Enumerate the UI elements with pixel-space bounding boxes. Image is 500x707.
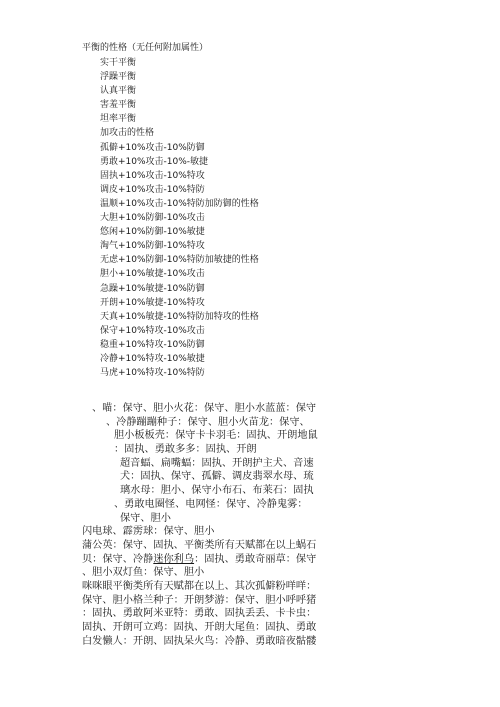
list-item: 认真平衡 (100, 86, 137, 97)
text-line: 白发懒人：开朗、固执呆火鸟：冷静、勇敢暗夜骷髅 (82, 635, 317, 647)
text-segment: ：固执、勇敢奇丽草：保守 (194, 553, 317, 565)
list-item: 马虎+10%特攻-10%特防 (100, 368, 205, 379)
text-line: 犬：固执、保守、孤僻、调皮翡翠水母、琉 (120, 471, 314, 483)
list-item: 保守+10%特攻-10%攻击 (100, 325, 205, 336)
text-line: 、勇敢电圈怪、电网怪：保守、冷静鬼雾： (114, 498, 308, 510)
list-item: 加攻击的性格 (100, 128, 155, 139)
list-item: 孤僻+10%攻击-10%防御 (100, 142, 205, 153)
list-item: 害羞平衡 (100, 100, 137, 111)
underlined-link[interactable]: 迷你利乌 (153, 553, 195, 565)
list-item: 开朗+10%敏捷-10%特攻 (100, 297, 205, 308)
list-item: 胆小+10%敏捷-10%攻击 (100, 269, 205, 280)
text-line: 、喵：保守、胆小火花：保守、胆小水蓝蓝：保守 (92, 403, 317, 414)
text-line: 保守、胆小 (120, 512, 171, 524)
text-line: 、胆小双灯鱼：保守、胆小 (82, 567, 205, 579)
text-segment: 贝：保守、冷静 (82, 553, 154, 565)
list-item: 急躁+10%敏捷-10%防御 (100, 283, 205, 294)
section-heading-balanced: 平衡的性格（无任何附加属性） (82, 43, 209, 53)
text-line: 、冷静蹦蹦种子：保守、胆小火苗龙：保守、 (106, 416, 310, 428)
list-item: 调皮+10%攻击-10%特防 (100, 184, 205, 195)
text-line: 咪咪眼平衡类所有天赋都在以上、其次孤僻粉咩咩： (82, 580, 317, 592)
text-line: 闪电球、霹雳球：保守、胆小 (82, 526, 215, 538)
text-line: 固执、开朗可立鸡：固执、开朗大尾鱼：固执、勇敢 (82, 622, 317, 633)
pet-nature-paragraph (82, 402, 342, 648)
list-item: 坦率平衡 (100, 114, 137, 125)
text-line (82, 553, 342, 567)
list-item: 稳重+10%特攻-10%防御 (100, 339, 205, 350)
text-line: 保守、胆小格兰种子：开朗梦游：保守、胆小呼呼猪 (82, 594, 317, 606)
list-item: 温顺+10%攻击-10%特防加防御的性格 (100, 198, 259, 209)
list-item: 无虑+10%防御-10%特防加敏捷的性格 (100, 255, 259, 266)
list-item: 勇敢+10%攻击-10%-敏捷 (100, 156, 209, 167)
list-item: 大胆+10%防御-10%攻击 (100, 213, 205, 224)
list-item: 浮躁平衡 (100, 72, 137, 83)
list-item: 天真+10%敏捷-10%特防加特攻的性格 (100, 311, 259, 322)
list-item: 悠闲+10%防御-10%敏捷 (100, 227, 205, 238)
list-item: 实干平衡 (100, 58, 137, 68)
list-item: 淘气+10%防御-10%特攻 (100, 241, 205, 252)
text-line: ：固执、勇敢多多：固执、开朗 (114, 444, 257, 456)
text-line: 胆小板板壳：保守卡卡羽毛：固执、开朗地鼠 (114, 430, 318, 442)
text-line: 蒲公英：保守、固执、平衡类所有天赋都在以上蜗石 (82, 539, 317, 551)
text-line: ：固执、勇敢阿米亚特：勇敢、固执丢丢、卡卡虫： (82, 608, 317, 620)
text-line: 超音蝠、扁嘴蝠：固执、开朗护主犬、音速 (120, 457, 314, 469)
list-item: 冷静+10%特攻-10%敏捷 (100, 353, 205, 364)
nature-list (100, 56, 259, 380)
list-item: 固执+10%攻击-10%特攻 (100, 170, 205, 181)
text-line: 璃水母：胆小、保守小布石、布莱石：固执 (120, 485, 314, 497)
